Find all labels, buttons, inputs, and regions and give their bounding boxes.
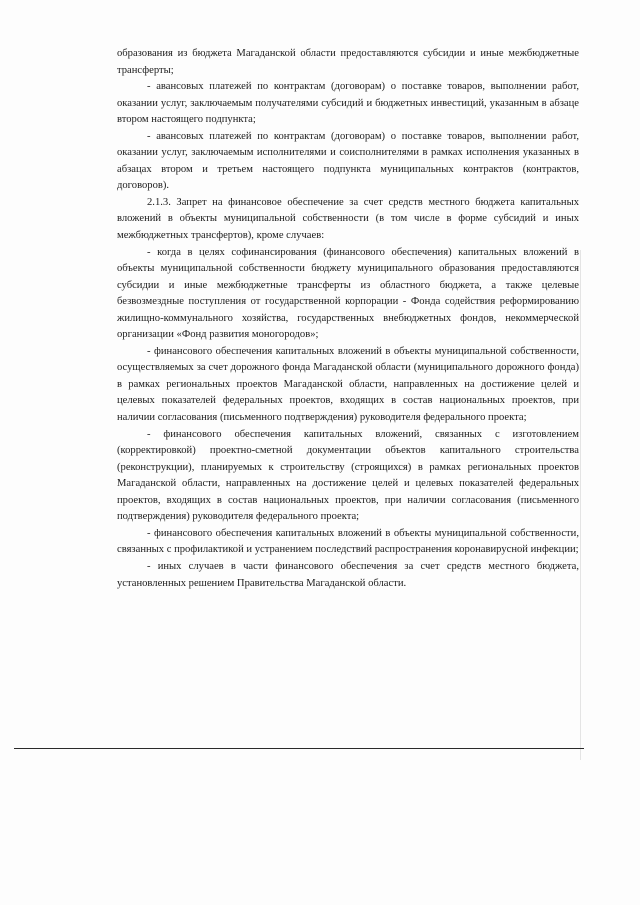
paragraph-clause-2-1-3: 2.1.3. Запрет на финансовое обеспечение за счет средств местного бюджета капитальных вложений в объекты муниципальной собственности (в том числе в форме субсидий и иных межбюджетных трансфертов), кроме случаев:: [117, 196, 579, 242]
paragraph-coronavirus-exception: - финансового обеспечения капитальных вложений в объекты муниципальной собственности, связанных с профилактикой и устранением последствий распространения коронавирусной инфекции;: [117, 527, 579, 556]
paragraph-advance-payments-recipients: - авансовых платежей по контрактам (договорам) о поставке товаров, выполнении работ, оказании услуг, заключаемым получателями субсидий и бюджетных инвестиций, указанным в абзаце втором настоящего подпункта;: [117, 81, 579, 126]
paragraph-other-cases-exception: - иных случаев в части финансового обеспечения за счет средств местного бюджета, установленных решением Правительства Магаданской области.: [117, 560, 579, 589]
paragraph-continuation-subsidies: образования из бюджета Магаданской области предоставляются субсидии и иные межбюджетные трансферты;: [117, 48, 579, 76]
scan-edge-shadow: [580, 250, 581, 760]
paragraph-road-fund-exception: - финансового обеспечения капитальных вложений в объекты муниципальной собственности, осуществляемых за счет дорожного фонда Магаданской области (муниципального дорожного фонда) в рамках региональных проектов Магаданской области, направленных на достижение целей и целевых показателей федеральных проектов, входящих в состав национальных проектов, при наличии согласования (письменного подтверждения) руководителя федерального проекта;: [117, 345, 579, 424]
paragraph-design-documentation-exception: - финансового обеспечения капитальных вложений, связанных с изготовлением (корректировкой) проектно-сметной документации объектов капитального строительства (реконструкции), планируемых к строительству (строящихся) в рамках региональных проектов Магаданской области, направленных на достижение целей и целевых показателей федеральных проектов, входящих в состав национальных проектов, при наличии согласования (письменного подтверждения) руководителя федерального проекта;: [117, 428, 579, 523]
paragraph-advance-payments-contractors: - авансовых платежей по контрактам (договорам) о поставке товаров, выполнении работ, оказании услуг, заключаемым исполнителями и соисполнителями в рамках исполнения указанных в абзацах втором и третьем настоящего подпункта муниципальных контрактов (контрактов, договоров).: [117, 130, 579, 192]
page-bottom-rule: [14, 748, 584, 749]
paragraph-cofinancing-exception: - когда в целях софинансирования (финансового обеспечения) капитальных вложений в объекты муниципальной собственности бюджету муниципального образования предоставляются субсидии и иные межбюджетные трансферты из областного бюджета, а также целевые безвозмездные поступления от государственной корпорации - Фонда содействия реформированию жилищно-коммунального хозяйства, государственных внебюджетных фондов, некоммерческой организации «Фонд развития моногородов»;: [117, 246, 579, 341]
document-body: [117, 46, 579, 592]
